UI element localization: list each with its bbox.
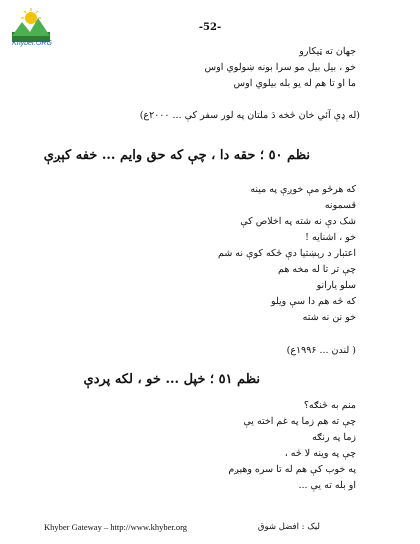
verse-line: خو ، بيل بيل مو سرا بونه ښولوي اوس <box>204 62 356 73</box>
poem50-title: نظم ٥٠ ؛ حقه دا ، چې که حق وايم ... خفه کېږې <box>43 148 310 163</box>
verse-line: شک دې نه شته په اخلاص کې <box>240 216 356 227</box>
footer-author: ليک : افضل شوق <box>257 522 320 532</box>
verse-line: او بله ته يې ... <box>298 480 356 491</box>
place-date-note: (له ډې آئي خان څخه دَ ملتان په لور سفر کې ... ۲۰۰۰ع) <box>139 110 360 121</box>
poem51-title: نظم ٥١ ؛ خپل ... خو ، لکه پردې <box>83 372 260 387</box>
footer-source: Khyber Gateway – http://www.khyber.org <box>44 522 188 532</box>
brand-name: Khyber.ORG <box>12 40 52 47</box>
verse-line: خو نن نه شته <box>302 312 356 323</box>
verse-line: جهان ته ټيکارو <box>299 46 356 57</box>
verse-line: چې په وينه لا څه ، <box>284 448 356 459</box>
verse-line: که هرڅو مې خوږې په مينه <box>250 184 356 195</box>
verse-line: سلو يارانو <box>316 280 356 291</box>
verse-line: اعتبار د رېښتيا دې څکه کوې نه شم <box>218 248 356 259</box>
verse-line: منم به څنګه؟ <box>303 400 356 411</box>
verse-line: چې تر تا له مخه هم <box>278 264 356 275</box>
verse-line: زما په رنګه <box>312 432 356 443</box>
verse-line: ما او تا هم له يو بله بيلوي اوس <box>233 78 356 89</box>
place-date-note: ( لندن ... ۱۹۹۶ع) <box>286 345 356 356</box>
verse-line: خو ، اشنايه ! <box>305 232 356 243</box>
verse-line: چې ته هم زما په غم اخته يې <box>243 416 356 427</box>
page-number: -52- <box>198 22 222 33</box>
verse-line: قسمونه <box>324 200 356 211</box>
verse-line: په خوب کې هم له تا سره وهېږم <box>228 464 356 475</box>
verse-line: که څه هم دا سې ويلو <box>270 296 356 307</box>
